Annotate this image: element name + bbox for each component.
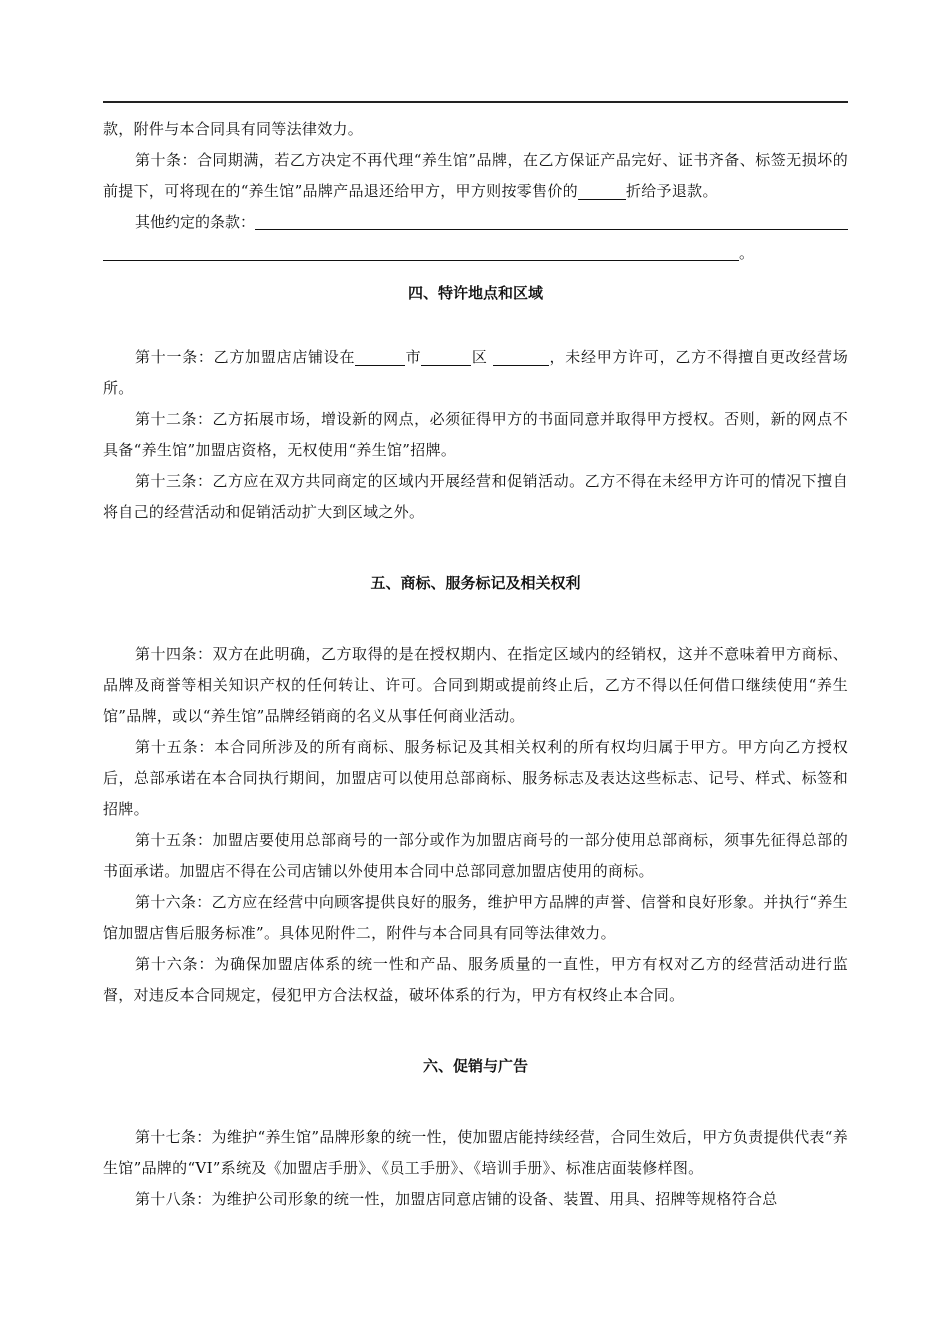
article-18: 第十八条：为维护公司形象的统一性，加盟店同意店铺的设备、装置、用具、招牌等规格符合总: [135, 1190, 778, 1208]
article-10-text-end: 折给予退款。: [625, 182, 718, 200]
other-terms-end: 。: [739, 244, 755, 262]
article-10-text: 第十条：合同期满，若乙方决定不再代理“养生馆”品牌，在乙方保证产品完好、证书齐备、标签无损坏的前提下，可将现在的“养生馆”品牌产品退还给甲方，甲方则按零售价的: [103, 151, 848, 200]
article-11: [103, 342, 848, 404]
header-rule: [103, 101, 848, 103]
continuation-paragraph: 款，附件与本合同具有同等法律效力。: [103, 120, 364, 138]
article-12: 第十二条：乙方拓展市场，增设新的网点，必须征得甲方的书面同意并取得甲方授权。否则，新的网点不具备“养生馆”加盟店资格，无权使用“养生馆”招牌。: [103, 410, 848, 459]
section-6-heading: 六、促销与广告: [422, 1057, 528, 1075]
article-17: 第十七条：为维护“养生馆”品牌形象的统一性，使加盟店能持续经营，合同生效后，甲方负责提供代表“养生馆”品牌的“VI”系统及《加盟店手册》、《员工手册》、《培训手册》、标准店面装修样图。: [103, 1128, 848, 1177]
article-15-a: 第十五条：本合同所涉及的所有商标、服务标记及其相关权利的所有权均归属于甲方。甲方向乙方授权后，总部承诺在本合同执行期间，加盟店可以使用总部商标、服务标志及表达这些标志、记号、样式、标签和招牌。: [103, 738, 848, 818]
city-blank[interactable]: [355, 347, 405, 366]
section-4-heading: 四、特许地点和区域: [407, 284, 543, 302]
district-label: 区: [471, 348, 488, 366]
article-11-text-end: ，未经甲方许可，乙方不得擅自更改经营场所。: [103, 348, 848, 397]
article-15-b: 第十五条：加盟店要使用总部商号的一部分或作为加盟店商号的一部分使用总部商标，须事先征得总部的书面承诺。加盟店不得在公司店铺以外使用本合同中总部同意加盟店使用的商标。: [103, 831, 848, 880]
address-blank[interactable]: [493, 347, 549, 366]
other-terms-blank-2[interactable]: [103, 240, 739, 261]
city-label: 市: [405, 348, 422, 366]
section-5-heading: 五、商标、服务标记及相关权利: [370, 574, 581, 592]
article-10: [103, 145, 848, 207]
district-blank[interactable]: [421, 347, 471, 366]
article-13: 第十三条：乙方应在双方共同商定的区域内开展经营和促销活动。乙方不得在未经甲方许可的情况下擅自将自己的经营活动和促销活动扩大到区域之外。: [103, 472, 848, 521]
article-16-b: 第十六条：为确保加盟店体系的统一性和产品、服务质量的一直性，甲方有权对乙方的经营活动进行监督，对违反本合同规定，侵犯甲方合法权益，破坏体系的行为，甲方有权终止本合同。: [103, 955, 848, 1004]
other-terms-row: [103, 207, 848, 238]
article-14: 第十四条：双方在此明确，乙方取得的是在授权期内、在指定区域内的经销权，这并不意味着甲方商标、品牌及商誉等相关知识产权的任何转让、许可。合同到期或提前终止后，乙方不得以任何借口继续使用“养生馆”品牌，或以“养生馆”品牌经销商的名义从事任何商业活动。: [103, 645, 848, 725]
other-terms-blank[interactable]: [255, 209, 848, 230]
article-11-text: 第十一条：乙方加盟店店铺设在: [135, 348, 356, 366]
document-body: [103, 114, 848, 1215]
other-terms-label: 其他约定的条款：: [135, 213, 256, 231]
other-terms-row-2: [103, 238, 848, 269]
discount-blank[interactable]: [578, 181, 626, 200]
article-16-a: 第十六条：乙方应在经营中向顾客提供良好的服务，维护甲方品牌的声誉、信誉和良好形象。并执行“养生馆加盟店售后服务标准”。具体见附件二，附件与本合同具有同等法律效力。: [103, 893, 848, 942]
